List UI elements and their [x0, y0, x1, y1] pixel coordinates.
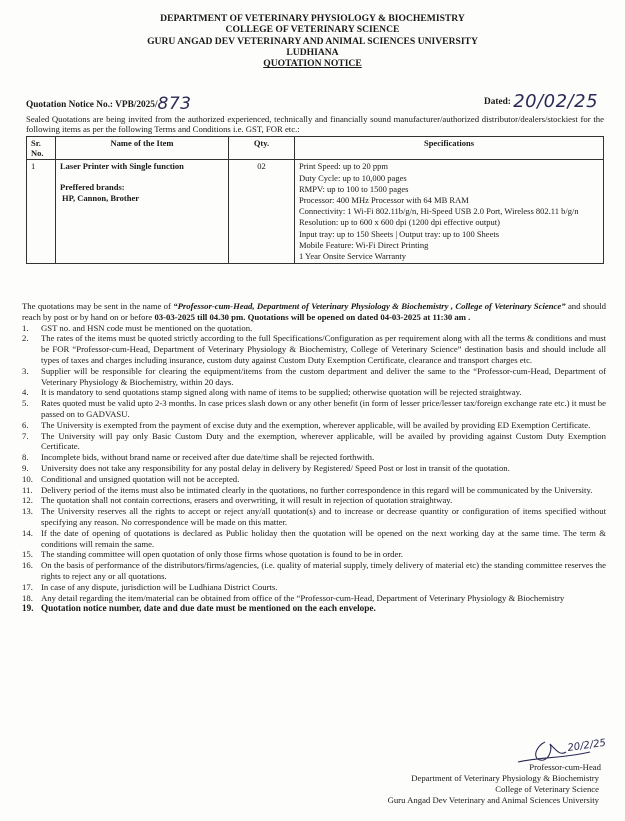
term-number: 5.	[22, 398, 29, 409]
term-text: University does not take any responsibility for any postal delay in delivery by Registered/ Speed Post or lost in transit of the quotation.	[41, 462, 510, 473]
list-item	[22, 387, 606, 398]
list-item	[22, 593, 606, 604]
list-item	[22, 485, 606, 496]
list-item	[22, 366, 606, 388]
term-number: 3.	[22, 365, 29, 376]
intro-paragraph: Sealed Quotations are being invited from the authorized experienced, technically and financially sound manufacturer/authorized distributor/dealers/stockiest for the following items as per the following Terms and Conditions i.e. GST, FOR etc.:	[26, 114, 604, 135]
terms-section	[22, 301, 606, 614]
table-row	[27, 160, 604, 264]
department-name: DEPARTMENT OF VETERINARY PHYSIOLOGY & BIOCHEMISTRY	[160, 13, 465, 24]
term-text: Incomplete bids, without brand name or received after due date/time shall be rejected forthwith.	[41, 452, 375, 463]
term-number: 1.	[22, 322, 29, 333]
quotation-number-label: Quotation Notice No.: VPB/2025/	[26, 100, 158, 110]
term-text: Delivery period of the items must also be intimated clearly in the quotations, no further correspondence in this regard will be communicated by the University.	[41, 484, 593, 495]
term-text: In case of any dispute, jurisdiction will be Ludhiana District Courts.	[41, 581, 278, 592]
city-name: LUDHIANA	[286, 46, 339, 58]
spec-line: Duty Cycle: up to 10,000 pages	[299, 172, 407, 183]
list-item	[22, 323, 606, 334]
list-item	[22, 398, 606, 420]
term-number: 14.	[22, 527, 33, 538]
brands-label: Preffered brands:	[60, 181, 125, 192]
signatory-college: College of Veterinary Science	[495, 784, 599, 794]
spec-line: Processor: 400 MHz Processor with 64 MB RAM	[299, 194, 469, 205]
term-text: On the basis of performance of the distributors/firms/agencies, (i.e. quality of material supply, timely delivery of material etc) the standing committee reserves the rights to reject any or all quotations.	[41, 560, 606, 581]
notice-date-value: 20/02/25	[513, 91, 599, 112]
notice-title: QUOTATION NOTICE	[263, 58, 362, 70]
term-text: The University is exempted from the payment of excise duty and the exemption, wherever applicable, will be availed by providing ED Exemption Certificate.	[41, 419, 591, 430]
list-item	[22, 528, 606, 550]
term-text: The standing committee will open quotation of only those firms whose quotation is found to be in order.	[41, 549, 403, 560]
university-name: GURU ANGAD DEV VETERINARY AND ANIMAL SCIENCES UNIVERSITY	[147, 35, 478, 47]
col-header-specs: Specifications	[295, 137, 604, 160]
notice-date	[484, 88, 598, 110]
list-item	[22, 463, 606, 474]
term-number: 9.	[22, 462, 29, 473]
submission-deadline: 03-03-2025 till 04.30 pm.	[154, 311, 246, 322]
list-item	[22, 431, 606, 453]
term-text: The University will pay only Basic Custom Duty and the exemption, wherever applicable, will be availed by providing against Custom Duty Exemption Certificate.	[41, 430, 606, 452]
term-number: 10.	[22, 473, 33, 484]
spec-line: RMPV: up to 100 to 1500 pages	[299, 183, 409, 194]
quotation-number	[26, 92, 191, 112]
submission-text-2: and should reach by post or by hand on or before	[22, 301, 606, 322]
cell-specs	[295, 160, 604, 264]
term-number: 11.	[22, 484, 33, 495]
spec-line: Mobile Feature: Wi-Fi Direct Printing	[299, 239, 429, 250]
brands-list: HP, Cannon, Brother	[62, 192, 139, 203]
term-number: 15.	[22, 549, 33, 560]
spec-line: Input tray: up to 150 Sheets | Output tray: up to 100 Sheets	[299, 228, 500, 239]
term-text: Rates quoted must be valid upto 2-3 months. In case prices slash down or any other benefit (in form of lesser price/lesser tax/foreign exchange rate etc.) it must be passed on to GADVASU.	[41, 398, 606, 419]
signature-stroke	[518, 742, 590, 762]
term-number: 7.	[22, 430, 29, 441]
list-item	[22, 495, 606, 506]
term-text: Quotation notice number, date and due date must be mentioned on the each envelope.	[41, 603, 376, 614]
term-text: If the date of opening of quotations is declared as Public holiday then the quotation will be opened on the next working day at the same time. The term & conditions will remain the same.	[41, 527, 606, 549]
term-text: The quotation shall not contain corrections, erasers and overwriting, it will result in rejection of quotation straightway.	[41, 495, 453, 506]
spec-line: 1 Year Onsite Service Warranty	[299, 251, 407, 261]
term-number: 8.	[22, 452, 29, 463]
list-item	[22, 333, 606, 365]
term-text: Supplier will be responsible for clearing the equipment/items from the custom department and deliver the same to the “Professor-cum-Head, Department of Veterinary Physiology & Biochemistry, within 20 days.	[41, 365, 606, 387]
list-item	[22, 474, 606, 485]
term-number: 17.	[22, 581, 33, 592]
term-text: The rates of the items must be quoted strictly according to the full Specifications/Configuration as per requirement along with all the terms & conditions and must be FOR “Professor-cum-Head, Department of Veterinary Physiology & Biochemistry, College of Veterinary Science” destination basis and should include all types of taxes and charges including insurance, custom duty against Custom Duty Exemption Certificate, clearance and transport charges etc.	[41, 333, 606, 365]
term-text: The University reserves all the rights to accept or reject any/all quotation(s) and to increase or decrease quantity or configuration of items specified without specifying any reason. No correspondence will be made on this matter.	[41, 506, 606, 527]
signatory-department: Department of Veterinary Physiology & Biochemistry	[411, 773, 599, 783]
term-number: 18.	[22, 592, 33, 603]
col-header-sr: Sr. No.	[27, 137, 56, 160]
submission-paragraph	[22, 301, 606, 323]
letterhead	[0, 13, 625, 69]
spec-line: Connectivity: 1 Wi-Fi 802.11b/g/n, Hi-Speed USB 2.0 Port, Wireless 802.11 b/g/n	[299, 206, 579, 217]
college-name: COLLEGE OF VETERINARY SCIENCE	[225, 24, 400, 36]
term-number: 4.	[22, 387, 29, 398]
list-item	[22, 603, 606, 614]
term-number: 19.	[22, 603, 34, 614]
list-item	[22, 560, 606, 582]
signature-date: 20/2/25	[566, 737, 607, 754]
term-text: It is mandatory to send quotations stamp signed along with name of items to be supplied; otherwise quotation will be rejected straightway.	[41, 387, 522, 398]
col-header-qty: Qty.	[229, 137, 295, 160]
term-number: 12.	[22, 495, 33, 506]
items-table	[26, 136, 604, 264]
submission-text: The quotations may be sent in the name of	[22, 301, 174, 311]
notice-date-label: Dated:	[484, 97, 511, 107]
signatory-title: Professor-cum-Head	[529, 762, 601, 772]
cell-item	[56, 160, 229, 264]
term-text: GST no. and HSN code must be mentioned on the quotation.	[41, 322, 253, 333]
list-item	[22, 549, 606, 560]
term-text: Any detail regarding the item/material can be obtained from office of the “Professor-cum-Head, Department of Veterinary Physiology & Biochemistry	[41, 592, 565, 603]
col-header-item: Name of the Item	[56, 137, 229, 160]
list-item	[22, 420, 606, 431]
terms-list	[22, 323, 606, 615]
spec-line: Resolution: up to 600 x 600 dpi (1200 dpi effective output)	[299, 217, 500, 228]
signatory-university: Guru Angad Dev Veterinary and Animal Sciences University	[387, 795, 599, 805]
cell-qty: 02	[229, 160, 295, 264]
addressee-name: “Professor-cum-Head, Department of Veterinary Physiology & Biochemistry , College of Veterinary Science”	[173, 301, 566, 311]
list-item	[22, 582, 606, 593]
list-item	[22, 452, 606, 463]
opening-date: Quotations will be opened on dated 04-03-2025 at 11:30 am .	[245, 311, 471, 322]
term-number: 6.	[22, 419, 29, 430]
term-number: 13.	[22, 506, 33, 517]
table-header-row	[27, 137, 604, 160]
term-number: 2.	[22, 333, 29, 344]
term-number: 16.	[22, 560, 33, 571]
item-name: Laser Printer with Single function	[60, 161, 184, 172]
cell-sr: 1	[27, 160, 56, 264]
spec-line: Print Speed: up to 20 ppm	[299, 161, 389, 172]
term-text: Conditional and unsigned quotation will not be accepted.	[41, 473, 240, 484]
list-item	[22, 506, 606, 528]
quotation-number-value: 873	[157, 94, 192, 114]
